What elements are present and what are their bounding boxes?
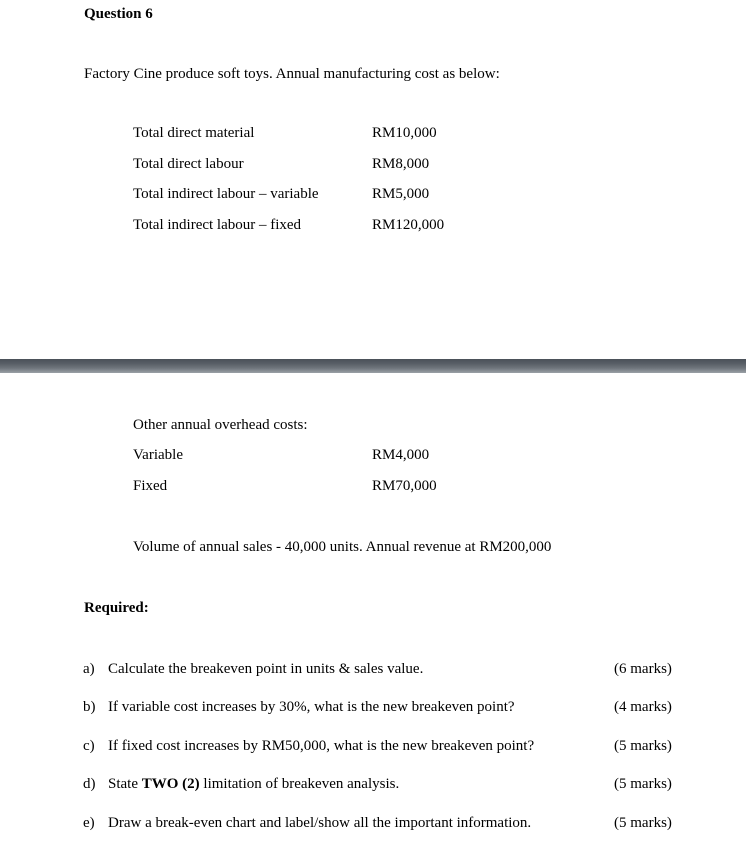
overhead-label: Variable xyxy=(133,447,183,463)
cost-value: RM10,000 xyxy=(372,125,437,141)
required-heading: Required: xyxy=(84,600,149,616)
question-marks: (5 marks) xyxy=(614,815,672,831)
overhead-label: Fixed xyxy=(133,478,168,494)
intro-text: Factory Cine produce soft toys. Annual manufacturing cost as below: xyxy=(84,66,500,82)
question-text: If variable cost increases by 30%, what is the new breakeven point? xyxy=(108,699,515,715)
question-text-emphasis: TWO (2) xyxy=(141,776,200,792)
overhead-heading: Other annual overhead costs: xyxy=(133,417,308,433)
question-marks: (6 marks) xyxy=(614,661,672,677)
question-text: Draw a break-even chart and label/show all the important information. xyxy=(108,815,532,831)
question-marks: (4 marks) xyxy=(614,699,672,715)
question-letter: c) xyxy=(83,738,95,754)
cost-value: RM5,000 xyxy=(372,186,430,202)
overhead-value: RM4,000 xyxy=(372,447,430,463)
question-letter: b) xyxy=(83,699,96,715)
cost-label: Total indirect labour – fixed xyxy=(133,217,302,233)
question-text-start: State xyxy=(108,776,142,792)
question-letter: e) xyxy=(83,815,95,831)
cost-label: Total direct material xyxy=(133,125,255,141)
question-text-end: limitation of breakeven analysis. xyxy=(199,776,400,792)
cost-label: Total direct labour xyxy=(133,156,244,172)
question-text: Calculate the breakeven point in units & sales value. xyxy=(108,661,424,677)
cost-label: Total indirect labour – variable xyxy=(133,186,319,202)
question-letter: d) xyxy=(83,776,96,792)
question-text xyxy=(108,776,399,793)
question-text: If fixed cost increases by RM50,000, what is the new breakeven point? xyxy=(108,738,535,754)
question-letter: a) xyxy=(83,661,95,677)
sales-note: Volume of annual sales - 40,000 units. Annual revenue at RM200,000 xyxy=(133,539,552,555)
question-marks: (5 marks) xyxy=(614,738,672,754)
question-marks: (5 marks) xyxy=(614,776,672,792)
cost-value: RM120,000 xyxy=(372,217,445,233)
page-break-divider xyxy=(0,359,746,373)
cost-value: RM8,000 xyxy=(372,156,430,172)
overhead-value: RM70,000 xyxy=(372,478,437,494)
question-title: Question 6 xyxy=(84,6,153,22)
